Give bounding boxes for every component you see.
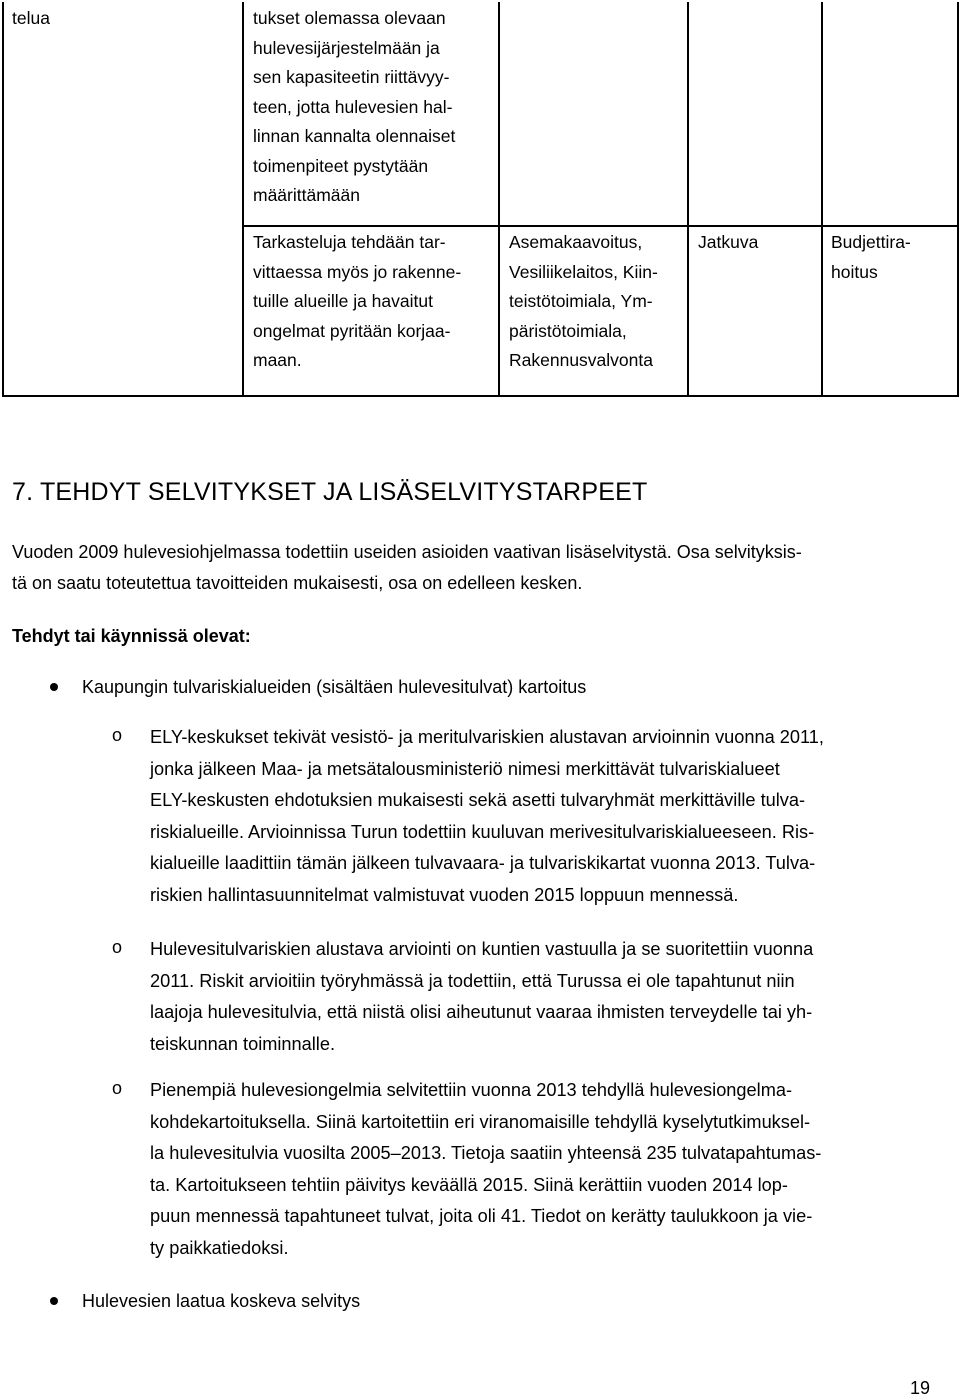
measures-table — [2, 2, 957, 395]
table-cell-r1c1: telua — [12, 8, 50, 28]
bullet-icon — [50, 683, 58, 691]
table-cell-line: linnan kannalta olennaiset — [253, 126, 456, 146]
sub-item-1 — [150, 722, 930, 911]
sub-item-2 — [150, 934, 930, 1060]
table-cell-line: Tarkasteluja tehdään tar- — [253, 232, 446, 252]
table-cell-line: päristötoimiala, — [509, 320, 627, 341]
table-col-divider-3 — [687, 2, 689, 397]
sub-item-line: ELY-keskusten ehdotuksien mukaisesti sekä asetti tulvaryhmät merkittäville tulva- — [150, 790, 806, 810]
sub-item-line: teiskunnan toiminnalle. — [150, 1033, 336, 1054]
table-cell-line: Rakennusvalvonta — [509, 350, 653, 370]
table-cell-line: määrittämään — [253, 185, 360, 205]
intro-line: Vuoden 2009 hulevesiohjelmassa todettiin useiden asioiden vaativan lisäselvitystä. Osa selvityksis- — [12, 542, 802, 562]
table-cell-line: teistötoimiala, Ym- — [509, 291, 653, 311]
table-cell-line: Budjettira- — [831, 232, 911, 252]
sub-item-line: ta. Kartoitukseen tehtiin päivitys keväällä 2015. Siinä kerättiin vuoden 2014 lop- — [150, 1174, 788, 1195]
table-border-right — [957, 2, 959, 397]
subheading: Tehdyt tai käynnissä olevat: — [12, 626, 251, 646]
table-cell-line: sen kapasiteetin riittävyy- — [253, 67, 450, 87]
table-cell-line: teen, jotta hulevesien hal- — [253, 96, 453, 117]
sub-bullet-marker: o — [112, 725, 123, 745]
bullet-item-2: Hulevesien laatua koskeva selvitys — [82, 1291, 361, 1311]
sub-item-line: ty paikkatiedoksi. — [150, 1237, 289, 1258]
sub-item-line: 2011. Riskit arvioitiin työryhmässä ja todettiin, että Turussa ei ole tapahtunut niin — [150, 970, 795, 991]
table-cell-r2c4: Jatkuva — [698, 232, 759, 252]
intro-line: tä on saatu toteutettua tavoitteiden mukaisesti, osa on edelleen kesken. — [12, 573, 583, 593]
bullet-icon — [50, 1297, 58, 1305]
table-col-divider-2 — [498, 2, 500, 397]
sub-bullet-marker: o — [112, 937, 123, 957]
sub-item-line: riskialueille. Arvioinnissa Turun todettiin kuuluvan merivesitulvariskialueeseen. Ris- — [150, 821, 815, 842]
table-cell-line: maan. — [253, 350, 302, 370]
table-cell-line: tuille alueille ja havaitut — [253, 291, 433, 311]
table-cell-r2c3 — [509, 228, 658, 376]
table-cell-line: toimenpiteet pystytään — [253, 155, 429, 176]
sub-item-line: kialueille laadittiin tämän jälkeen tulvavaara- ja tulvariskikartat vuonna 2013. Tulva- — [150, 853, 816, 873]
table-cell-r1c2 — [253, 4, 455, 211]
sub-item-line: kohdekartoituksella. Siinä kartoitettiin eri viranomaisille tehdyllä kyselytutkimuksel- — [150, 1111, 811, 1132]
table-border-bottom — [2, 395, 959, 397]
table-cell-line: ongelmat pyritään korjaa- — [253, 320, 451, 341]
table-cell-line: tukset olemassa olevaan — [253, 8, 446, 28]
sub-item-line: puun mennessä tapahtuneet tulvat, joita oli 41. Tiedot on kerätty taulukkoon ja vie- — [150, 1206, 813, 1226]
table-cell-line: Vesiliikelaitos, Kiin- — [509, 261, 658, 282]
table-cell-line: hoitus — [831, 261, 878, 282]
table-cell-line: Asemakaavoitus, — [509, 232, 643, 252]
bullet-item-1: Kaupungin tulvariskialueiden (sisältäen hulevesitulvat) kartoitus — [82, 677, 587, 697]
sub-item-3 — [150, 1075, 930, 1264]
sub-bullet-marker: o — [112, 1078, 123, 1098]
table-cell-r2c5 — [831, 228, 911, 287]
table-row-divider — [242, 225, 958, 227]
page-number: 19 — [909, 1378, 930, 1398]
sub-item-line: la hulevesitulvia vuosilta 2005–2013. Tietoja saatiin yhteensä 235 tulvatapahtumas- — [150, 1143, 822, 1163]
sub-item-line: ELY-keskukset tekivät vesistö- ja meritulvariskien alustavan arvioinnin vuonna 2011, — [150, 727, 824, 747]
sub-item-line: Pienempiä hulevesiongelmia selvitettiin vuonna 2013 tehdyllä hulevesiongelma- — [150, 1080, 793, 1100]
table-col-divider-4 — [821, 2, 823, 397]
intro-paragraph — [12, 537, 952, 599]
table-col-divider-1 — [242, 2, 244, 397]
sub-item-line: laajoja hulevesitulvia, että niistä olisi aiheutunut vaaraa ihmisten terveydelle tai yh- — [150, 1002, 813, 1022]
table-cell-line: vittaessa myös jo rakenne- — [253, 261, 462, 282]
table-border-left — [2, 2, 4, 397]
section-heading: 7. TEHDYT SELVITYKSET JA LISÄSELVITYSTARPEET — [12, 478, 648, 506]
table-cell-r2c2 — [253, 228, 461, 376]
sub-item-line: jonka jälkeen Maa- ja metsätalousministeriö nimesi merkittävät tulvariskialueet — [150, 758, 780, 779]
table-cell-line: hulevesijärjestelmään ja — [253, 37, 440, 58]
sub-item-line: riskien hallintasuunnitelmat valmistuvat vuoden 2015 loppuun mennessä. — [150, 884, 739, 905]
sub-item-line: Hulevesitulvariskien alustava arviointi on kuntien vastuulla ja se suoritettiin vuonna — [150, 939, 814, 959]
